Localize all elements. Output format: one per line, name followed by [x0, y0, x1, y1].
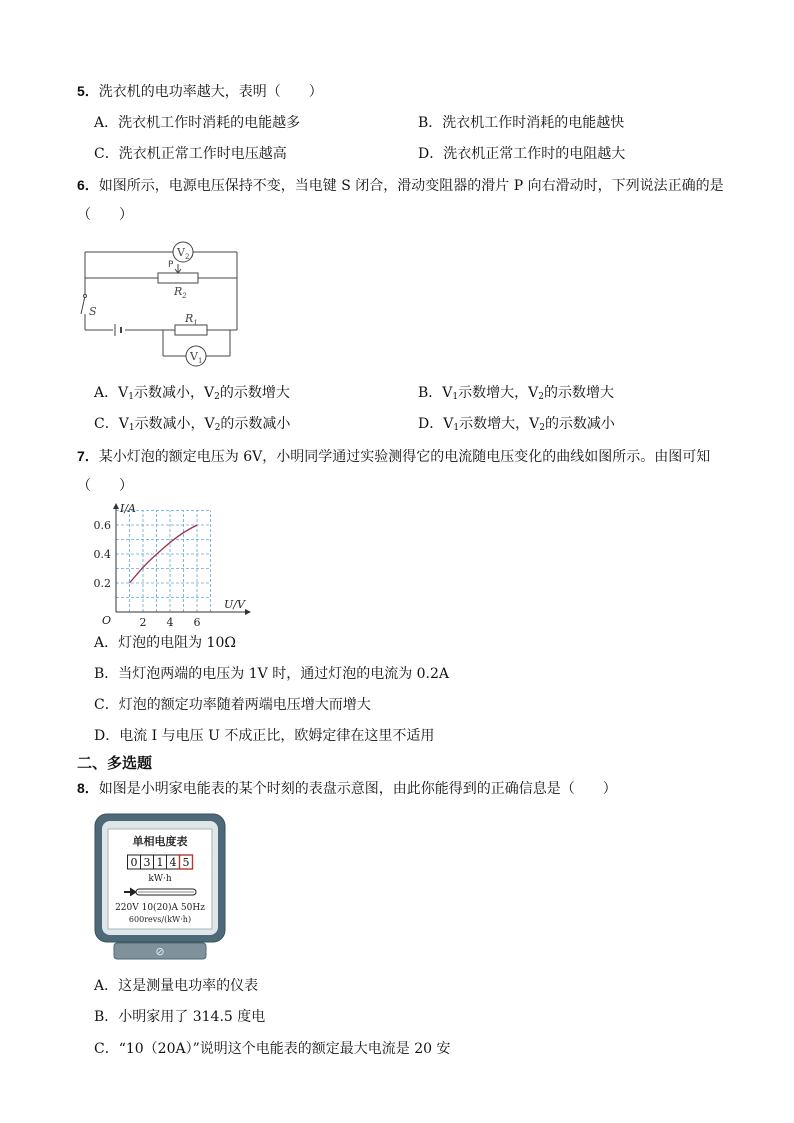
x-tick-label: 4	[166, 616, 174, 629]
q7-option-c: C．灯泡的额定功率随着两端电压增大而增大	[94, 697, 371, 713]
v2-label: $V_2$	[177, 246, 190, 261]
q8-number: 8．	[77, 780, 99, 796]
q7-option-b: B．当灯泡两端的电压为 1V 时，通过灯泡的电流为 0.2A	[94, 666, 450, 682]
x-tick-label: 2	[139, 616, 147, 629]
y-axis-label: I/A	[120, 502, 136, 515]
meter-digit: 5	[182, 856, 190, 869]
q7-bracket: （ ）	[77, 478, 133, 494]
q6-stem	[77, 175, 724, 196]
q6-stem-text: 如图所示，电源电压保持不变，当电键 S 闭合，滑动变阻器的滑片 P 向右滑动时，下列说法正确的是	[98, 178, 724, 194]
meter-digit: 4	[169, 856, 177, 869]
v1-label: $V_1$	[190, 350, 203, 365]
meter-digit: 0	[130, 856, 138, 869]
r1-label: $R_1$	[185, 312, 198, 327]
meter-title: 单相电度表	[132, 835, 188, 848]
q6-bracket: （ ）	[77, 207, 133, 223]
x-axis-label: U/V	[224, 598, 245, 611]
meter-unit: kW·h	[148, 874, 172, 884]
screw-icon: ⊘	[155, 945, 165, 958]
q5-stem-text: 洗衣机的电功率越大，表明（ ）	[98, 84, 323, 100]
y-tick-label: 0.6	[93, 519, 111, 532]
y-tick-label: 0.4	[93, 548, 111, 561]
q6-option-b: B．$V_1$示数增大，$V_2$的示数增大	[418, 385, 614, 402]
q6-option-d: D．$V_1$示数增大，$V_2$的示数减小	[418, 416, 615, 433]
x-tick-label: 6	[193, 616, 201, 629]
q5-option-c: C．洗衣机正常工作时电压越高	[94, 146, 287, 162]
iv-curve-chart	[82, 498, 257, 630]
q7-option-a: A．灯泡的电阻为 10Ω	[94, 635, 236, 651]
q6-circuit-diagram	[75, 238, 245, 370]
q5-stem	[77, 81, 323, 102]
meter-digit: 1	[156, 856, 164, 869]
q7-option-d: D．电流 I 与电压 U 不成正比，欧姆定律在这里不适用	[94, 728, 435, 744]
r2-label: $R_2$	[174, 285, 187, 300]
meter-spec-revs: 600revs/(kW·h)	[128, 915, 192, 924]
origin-label: O	[102, 614, 112, 627]
section-heading-multiple-choice: 二、多选题	[77, 754, 153, 772]
q8-stem	[77, 778, 617, 799]
q6-option-c: C．$V_1$示数减小，$V_2$的示数减小	[94, 416, 291, 433]
q7-stem	[77, 446, 710, 467]
electric-meter-figure	[94, 813, 228, 963]
meter-spec-voltage-current: 220V 10(20)A 50Hz	[115, 903, 205, 913]
q6-number: 6．	[77, 177, 99, 193]
q7-number: 7．	[77, 448, 99, 464]
q5-option-a: A．洗衣机工作时消耗的电能越多	[94, 115, 301, 131]
q8-option-a: A．这是测量电功率的仪表	[94, 978, 259, 994]
q8-option-b: B．小明家用了 314.5 度电	[94, 1009, 266, 1025]
y-tick-label: 0.2	[93, 577, 111, 590]
switch-s-label: S	[89, 305, 97, 318]
q6-option-a: A．$V_1$示数减小，$V_2$的示数增大	[94, 385, 290, 402]
q5-option-d: D．洗衣机正常工作时的电阻越大	[418, 146, 626, 162]
q5-option-b: B．洗衣机工作时消耗的电能越快	[418, 115, 625, 131]
q8-stem-text: 如图是小明家电能表的某个时刻的表盘示意图，由此你能得到的正确信息是（ ）	[98, 781, 617, 797]
q5-number: 5．	[77, 83, 99, 99]
q7-stem-text: 某小灯泡的额定电压为 6V，小明同学通过实验测得它的电流随电压变化的曲线如图所示。由图可知	[98, 449, 711, 465]
meter-digit: 3	[143, 856, 151, 869]
slider-p-label: P	[168, 260, 174, 270]
q8-option-c: C．“10（20A）”说明这个电能表的额定最大电流是 20 安	[94, 1041, 451, 1057]
